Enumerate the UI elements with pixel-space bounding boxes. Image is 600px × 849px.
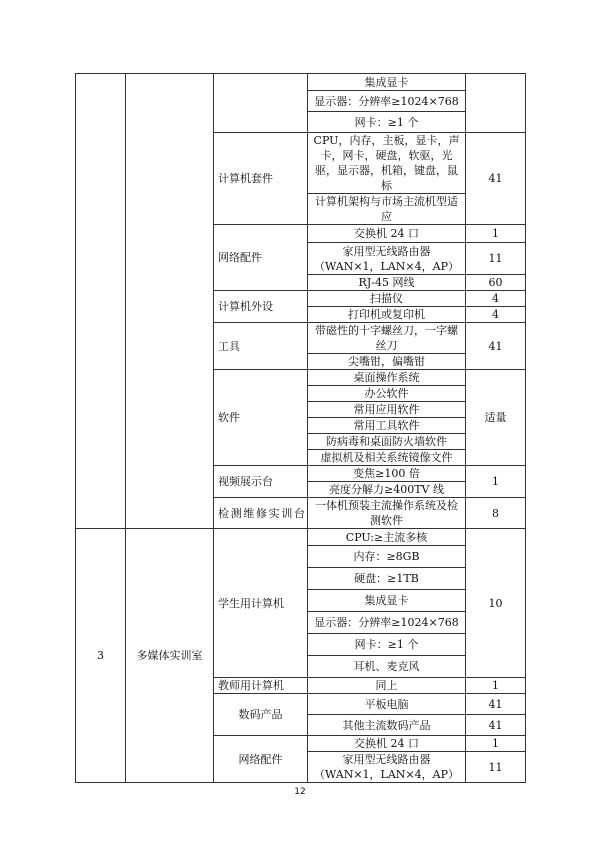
- item-cell: 视频展示台: [214, 466, 308, 498]
- table-cell: [466, 74, 526, 133]
- page-number: 12: [294, 787, 306, 797]
- room-name: 多媒体实训室: [126, 529, 214, 783]
- row-number: 3: [76, 529, 126, 783]
- qty-cell: 60: [466, 275, 526, 291]
- qty-cell: 8: [466, 498, 526, 529]
- table-cell: [76, 74, 126, 529]
- spec-cell: 内存：≥8GB: [308, 546, 466, 568]
- spec-cell: 耳机、麦克风: [308, 656, 466, 678]
- item-cell: 网络配件: [214, 736, 308, 783]
- equipment-table: [75, 73, 526, 783]
- spec-cell: 显示器：分辨率≥1024×768: [308, 612, 466, 634]
- spec-cell: 一体机预装主流操作系统及检测软件: [308, 498, 466, 529]
- spec-cell: 显示器：分辨率≥1024×768: [308, 91, 466, 112]
- qty-cell: 1: [466, 736, 526, 752]
- item-cell: 学生用计算机: [214, 529, 308, 678]
- spec-cell: 尖嘴钳，偏嘴钳: [308, 354, 466, 370]
- qty-cell: 1: [466, 678, 526, 694]
- qty-cell: 41: [466, 694, 526, 715]
- qty-cell: 1: [466, 466, 526, 498]
- spec-cell: 计算机架构与市场主流机型适应: [308, 194, 466, 225]
- spec-cell: 平板电脑: [308, 694, 466, 715]
- spec-cell: 交换机 24 口: [308, 225, 466, 243]
- spec-cell: 家用型无线路由器（WAN×1，LAN×4，AP）: [308, 243, 466, 275]
- spec-cell: CPU:≥主流多核: [308, 529, 466, 546]
- qty-cell: 4: [466, 291, 526, 307]
- spec-cell: 防病毒和桌面防火墙软件: [308, 434, 466, 450]
- item-cell: 网络配件: [214, 225, 308, 291]
- spec-cell: CPU，内存，主板，显卡，声卡，网卡，硬盘，软驱，光驱，显示器，机箱，键盘，鼠标: [308, 133, 466, 194]
- spec-cell: 集成显卡: [308, 74, 466, 91]
- qty-cell: 4: [466, 307, 526, 323]
- spec-cell: 硬盘：≥1TB: [308, 568, 466, 590]
- spec-cell: 常用应用软件: [308, 402, 466, 418]
- table-cell: [214, 74, 308, 133]
- item-cell: 工具: [214, 323, 308, 370]
- spec-cell: 办公软件: [308, 386, 466, 402]
- item-cell: 计算机套件: [214, 133, 308, 225]
- qty-cell: 适量: [466, 370, 526, 466]
- spec-cell: 扫描仪: [308, 291, 466, 307]
- qty-cell: 41: [466, 715, 526, 736]
- spec-cell: 亮度分解力≥400TV 线: [308, 482, 466, 498]
- qty-cell: 41: [466, 323, 526, 370]
- spec-cell: 家用型无线路由器（WAN×1，LAN×4，AP）: [308, 752, 466, 783]
- spec-cell: 变焦≥100 倍: [308, 466, 466, 482]
- spec-cell: 网卡：≥1 个: [308, 634, 466, 656]
- item-cell: 计算机外设: [214, 291, 308, 323]
- spec-cell: 桌面操作系统: [308, 370, 466, 386]
- spec-cell: RJ-45 网线: [308, 275, 466, 291]
- spec-cell: 网卡：≥1 个: [308, 112, 466, 133]
- spec-cell: 常用工具软件: [308, 418, 466, 434]
- item-cell: 检测维修实训台: [214, 498, 308, 529]
- qty-cell: 41: [466, 133, 526, 225]
- qty-cell: 11: [466, 243, 526, 275]
- item-cell: 软件: [214, 370, 308, 466]
- spec-cell: 其他主流数码产品: [308, 715, 466, 736]
- table-cell: [126, 74, 214, 529]
- item-cell: 数码产品: [214, 694, 308, 736]
- spec-cell: 集成显卡: [308, 590, 466, 612]
- spec-cell: 打印机或复印机: [308, 307, 466, 323]
- spec-cell: 交换机 24 口: [308, 736, 466, 752]
- spec-cell: 带磁性的十字螺丝刀，一字螺丝刀: [308, 323, 466, 354]
- item-cell: 教师用计算机: [214, 678, 308, 694]
- qty-cell: 11: [466, 752, 526, 783]
- qty-cell: 10: [466, 529, 526, 678]
- spec-cell: 虚拟机及相关系统镜像文件: [308, 450, 466, 466]
- qty-cell: 1: [466, 225, 526, 243]
- spec-cell: 同上: [308, 678, 466, 694]
